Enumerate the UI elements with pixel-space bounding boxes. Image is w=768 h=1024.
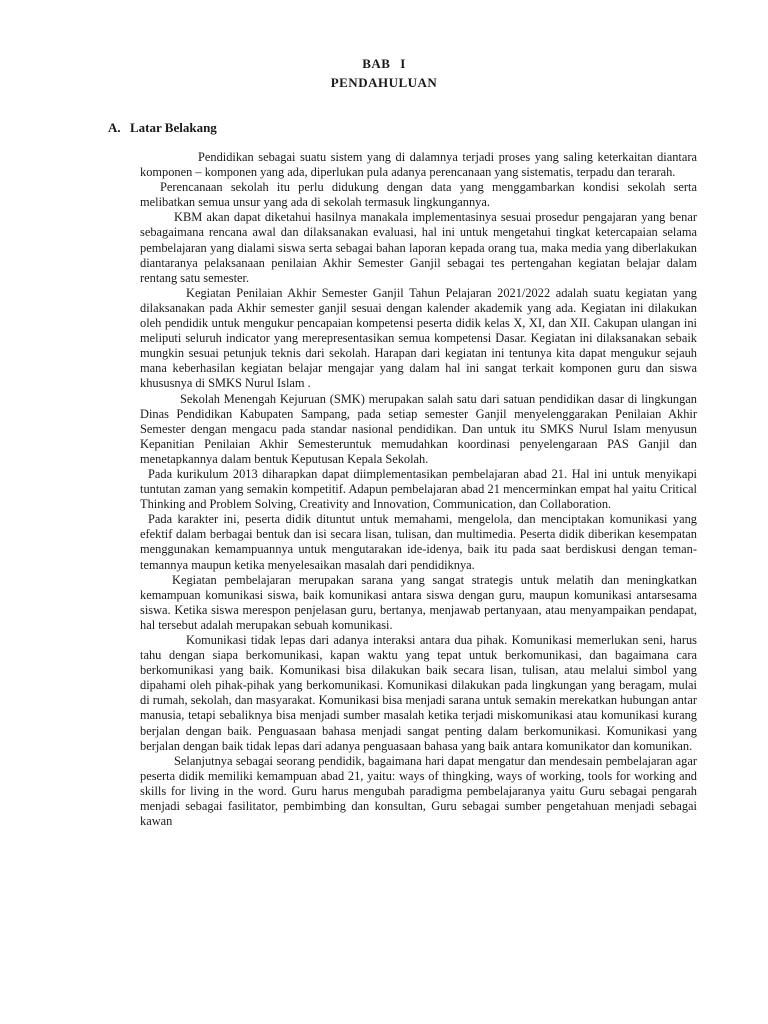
- paragraph: Pendidikan sebagai suatu sistem yang di dalamnya terjadi proses yang saling keterkaitan diantara komponen – komponen yang ada, diperlukan pula adanya perencanaan yang sistematis, terpadu dan terarah.: [140, 150, 697, 180]
- section-letter: A.: [108, 120, 121, 135]
- chapter-title: PENDAHULUAN: [330, 75, 438, 90]
- chapter-number: BAB I: [362, 56, 406, 71]
- document-body: [140, 150, 697, 829]
- paragraph: Selanjutnya sebagai seorang pendidik, bagaimana hari dapat mengatur dan mendesain pembelajaran agar peserta didik memiliki kemampuan abad 21, yaitu: ways of thingking, ways of working, tools for working and skills for living in the word. Guru harus mengubah paradigma pembelajaranya yaitu Guru sebagai pengarah menjadi sebagai fasilitator, pembimbing dan konsultan, Guru sebagai sumber pengetahuan menjadi sebagai kawan: [140, 753, 697, 829]
- paragraph: Perencanaan sekolah itu perlu didukung dengan data yang menggambarkan kondisi sekolah serta melibatkan semua unsur yang ada di sekolah termasuk lingkungannya.: [140, 180, 697, 210]
- paragraph: Kegiatan Penilaian Akhir Semester Ganjil Tahun Pelajaran 2021/2022 adalah suatu kegiatan yang dilaksanakan pada Akhir semester ganjil sesuai dengan kalender akademik yang ada. Kegiatan ini dilakukan oleh pendidik untuk mengukur pencapaian kompetensi peserta didik kelas X, XI, dan XII. Cakupan ulangan ini meliputi seluruh indicator yang merepresentasikan semua kompetensi Dasar. Kegiatan ini dilaksanakan sebaik mungkin sesuai petunjuk teknis dari sekolah. Harapan dari kegiatan ini tentunya kita dapat mengukur sejauh mana keberhasilan kegiatan belajar mengajar yang dalam hal ini sangat terkait komponen guru dan siswa khususnya di SMKS Nurul Islam .: [140, 285, 697, 391]
- paragraph: Komunikasi tidak lepas dari adanya interaksi antara dua pihak. Komunikasi memerlukan seni, harus tahu dengan siapa berkomunikasi, kapan waktu yang tepat untuk berkomunikasi, dan bagaimana cara berkomunikasi yang baik. Komunikasi bisa dilakukan baik secara lisan, tulisan, atau melalui simbol yang dipahami oleh pihak-pihak yang berkomunikasi. Komunikasi dilakukan pada lingkungan yang beragam, mulai di rumah, sekolah, dan masyarakat. Komunikasi bisa menjadi sarana untuk semakin merekatkan hubungan antar manusia, tetapi sebaliknya bisa menjadi sumber masalah ketika terjadi miskomunikasi atau komunikasi kurang berjalan dengan baik. Penguasaan bahasa menjadi sangat penting dalam berkomunikasi. Komunikasi yang berjalan dengan baik tidak lepas dari adanya penguasaan bahasa yang baik antara komunikator dan komunikan.: [140, 633, 697, 753]
- paragraph: Pada kurikulum 2013 diharapkan dapat diimplementasikan pembelajaran abad 21. Hal ini untuk menyikapi tuntutan zaman yang semakin kompetitif. Adapun pembelajaran abad 21 mencerminkan empat hal yaitu Critical Thinking and Problem Solving, Creativity and Innovation, Communication, dan Collaboration.: [140, 466, 697, 512]
- paragraph: Pada karakter ini, peserta didik dituntut untuk memahami, mengelola, dan menciptakan komunikasi yang efektif dalam berbagai bentuk dan isi secara lisan, tulisan, dan multimedia. Peserta didik diberikan kesempatan menggunakan kemampuannya untuk mengutarakan ide-idenya, baik itu pada saat berdiskusi dengan teman-temannya maupun ketika menyelesaikan masalah dari pendidiknya.: [140, 512, 697, 572]
- section-heading: [108, 120, 217, 136]
- paragraph: Sekolah Menengah Kejuruan (SMK) merupakan salah satu dari satuan pendidikan dasar di lingkungan Dinas Pendidikan Kabupaten Sampang, pada setiap semester Ganjil menyelenggarakan Penilaian Akhir Semester dengan mengacu pada standar nasional pendidikan. Dan untuk itu SMKS Nurul Islam menyusun Kepanitian Penilaian Akhir Semesteruntuk memudahkan koordinasi penyelengaraan PAS Ganjil dan menetapkannya dalam bentuk Keputusan Kepala Sekolah.: [140, 391, 697, 466]
- section-title: Latar Belakang: [130, 120, 217, 135]
- paragraph: KBM akan dapat diketahui hasilnya manakala implementasinya sesuai prosedur pengajaran yang benar sebagaimana rencana awal dan dilaksanakan evaluasi, hal ini untuk mengetahui tingkat ketercapaian selama pembelajaran yang dialami siswa serta sebagai bahan laporan kepada orang tua, maka media yang diberlakukan diantaranya pelaksanaan penilaian Akhir Semester Ganjil sebagai tes pertengahan kegiatan belajar dalam rentang satu semester.: [140, 210, 697, 285]
- paragraph: Kegiatan pembelajaran merupakan sarana yang sangat strategis untuk melatih dan meningkatkan kemampuan komunikasi siswa, baik komunikasi antara siswa dengan guru, maupun komunikasi antarsesama siswa. Ketika siswa merespon penjelasan guru, bertanya, menjawab pertanyaan, atau menyampaikan pendapat, hal tersebut adalah merupakan sebuah komunikasi.: [140, 572, 697, 632]
